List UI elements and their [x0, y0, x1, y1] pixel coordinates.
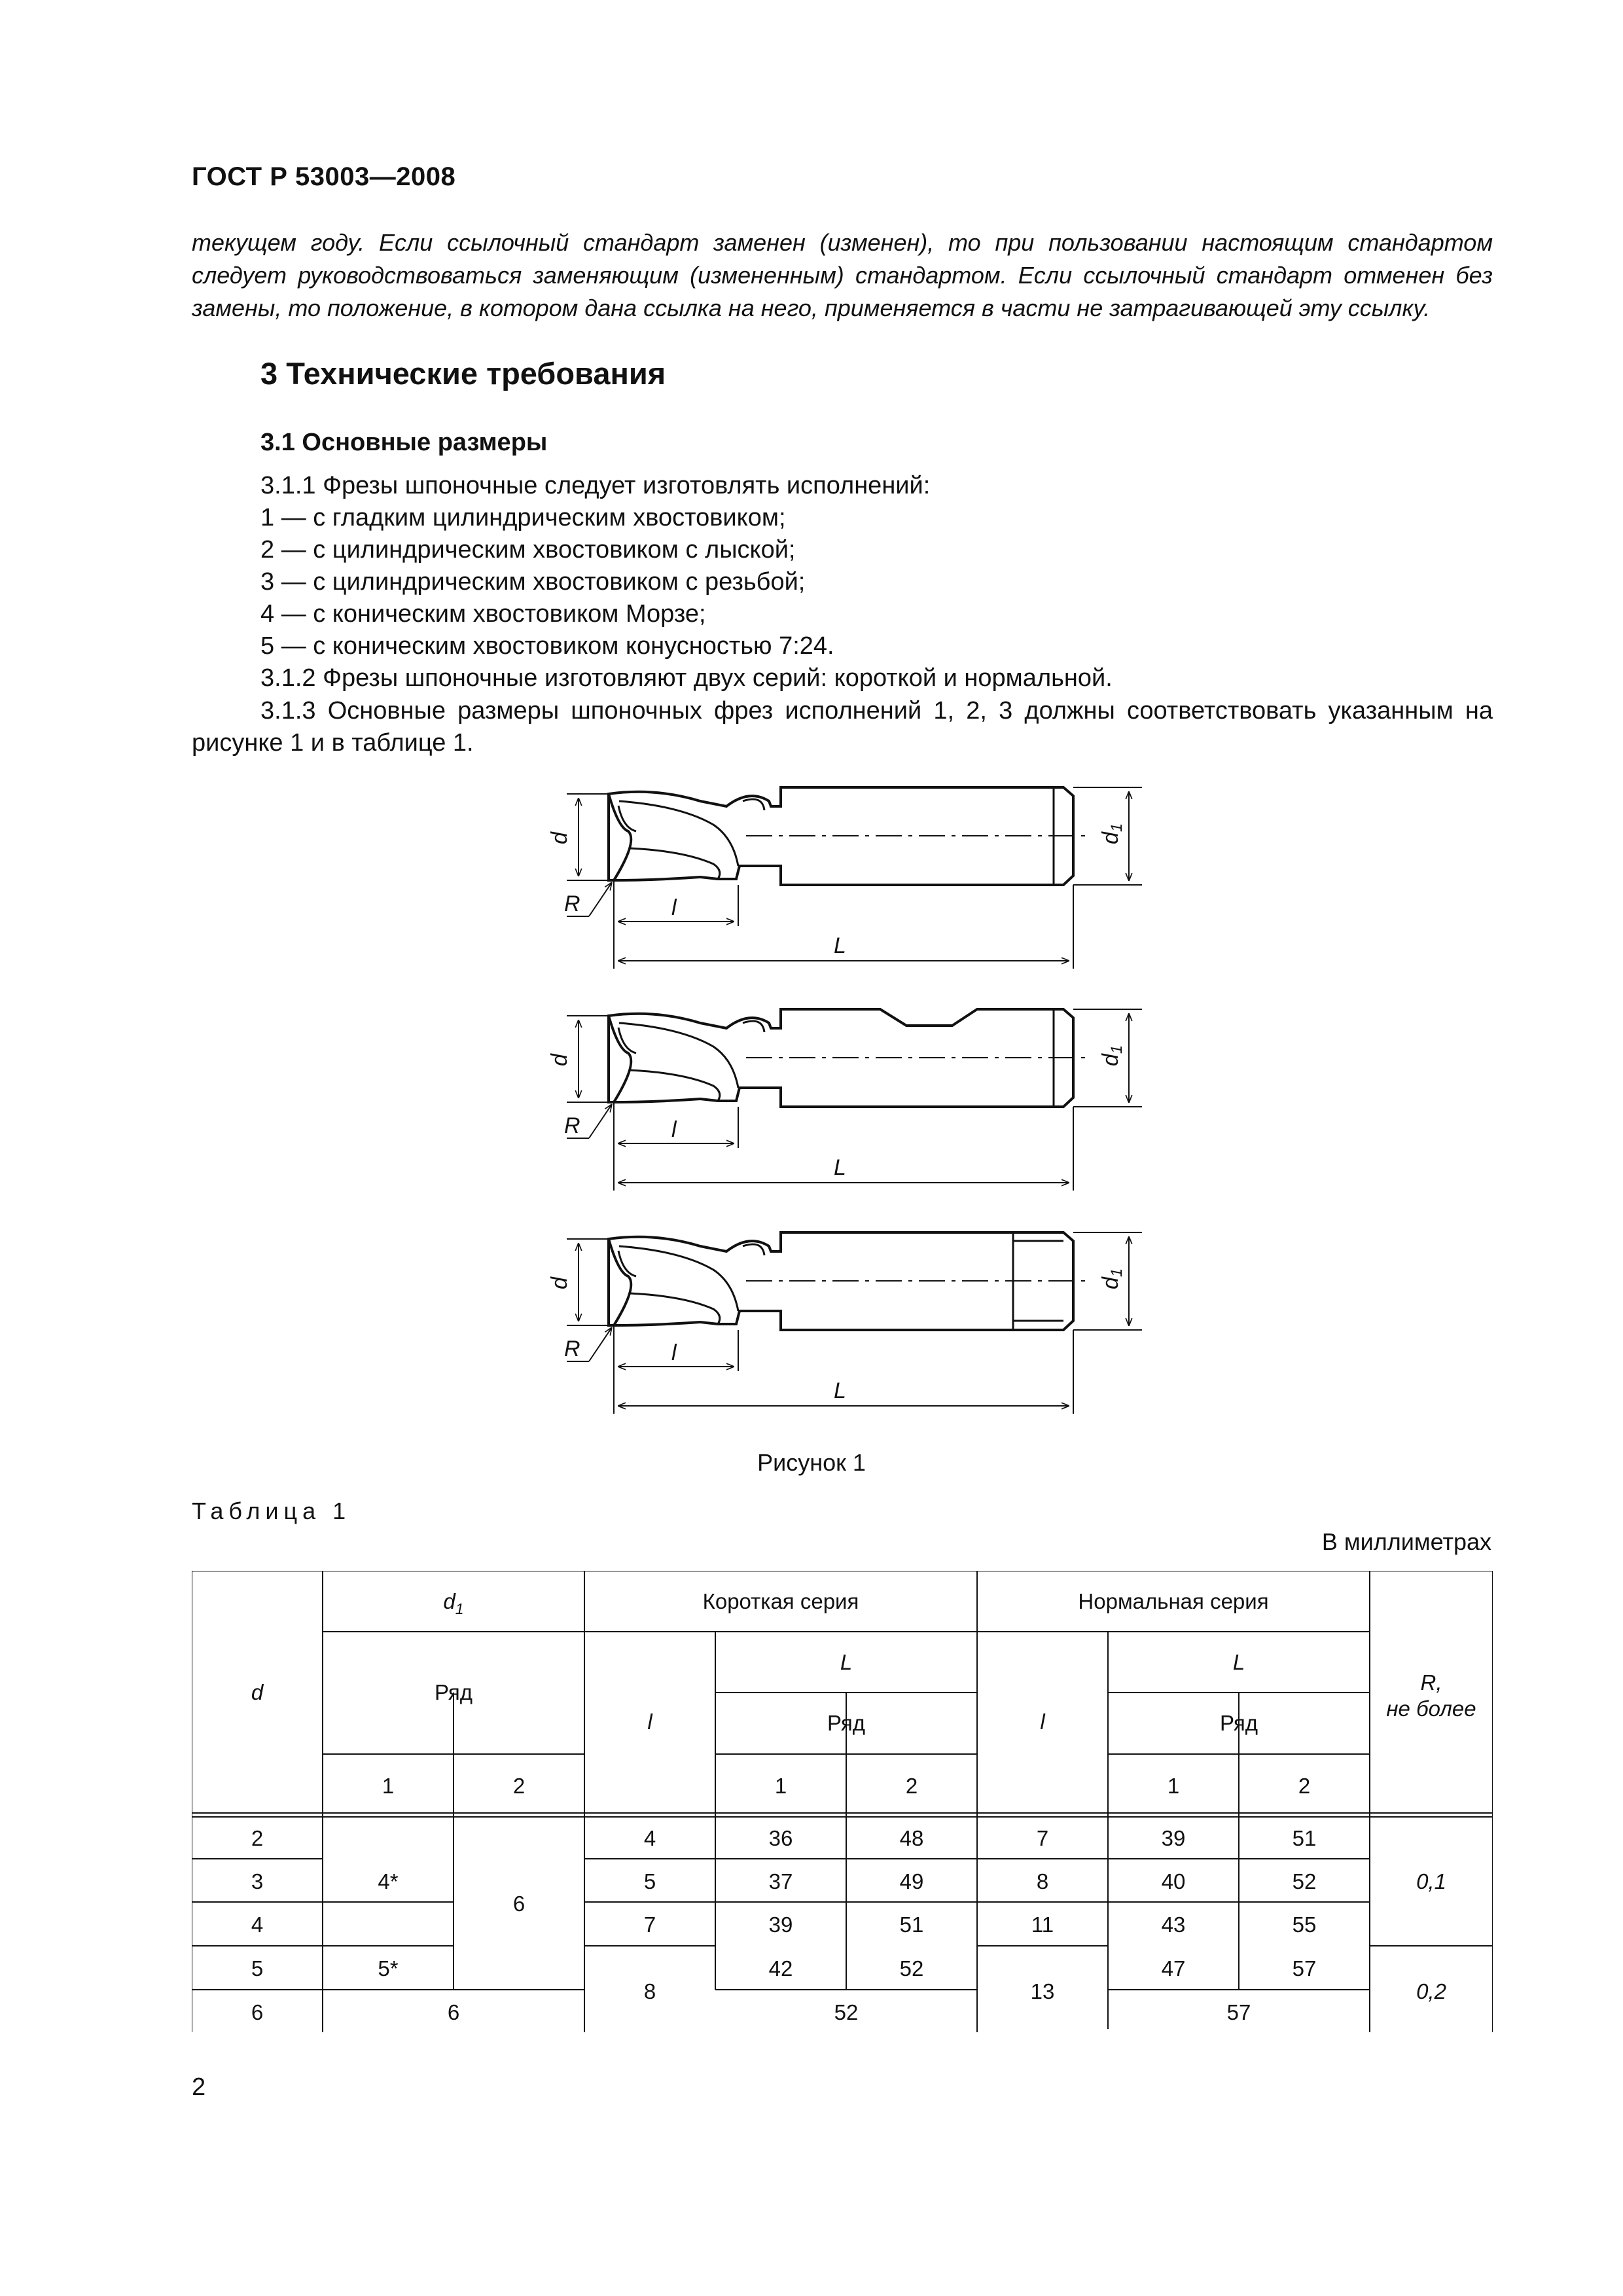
cell-short-L1-4: 42	[768, 1956, 793, 1981]
fig2-label-d: d	[547, 1054, 572, 1066]
list-item-4: 4 — с коническим хвостовиком Морзе;	[260, 600, 706, 628]
line-3-1-3: 3.1.3 Основные размеры шпоночных фрез исполнений 1, 2, 3 должны соответствовать указанным на рисунке 1 и в таблице 1.	[192, 697, 1493, 757]
table-label: Таблица 1	[192, 1498, 351, 1524]
cell-normal-L2-3: 55	[1292, 1912, 1317, 1937]
th-d1-row-1: 1	[382, 1774, 395, 1798]
cell-R-1: 0,1	[1416, 1869, 1446, 1893]
fig1-label-L: L	[834, 933, 846, 958]
cell-normal-L1-3: 43	[1161, 1912, 1186, 1937]
th-short-l: l	[647, 1710, 652, 1734]
th-normal-row-1: 1	[1167, 1774, 1180, 1798]
cell-short-l-2: 5	[643, 1869, 656, 1893]
cell-normal-l-1: 7	[1036, 1826, 1049, 1850]
line-3-1-2: 3.1.2 Фрезы шпоночные изготовляют двух серий: короткой и нормальной.	[260, 664, 1113, 692]
cell-normal-l-3: 11	[1031, 1912, 1054, 1937]
cell-d-4: 5	[251, 1956, 264, 1981]
cell-d1-row1-a: 4*	[378, 1869, 399, 1893]
list-item-3: 3 — с цилиндрическим хвостовиком с резьбой;	[260, 568, 806, 596]
cell-short-L2-4: 52	[899, 1956, 924, 1981]
document-code: ГОСТ Р 53003—2008	[192, 162, 456, 191]
fig3-label-d: d	[547, 1277, 572, 1289]
cell-d1-row2-a: 6	[512, 1892, 526, 1916]
th-normal-row-2: 2	[1298, 1774, 1311, 1798]
cell-d1-row1-b: 5*	[378, 1956, 399, 1981]
th-d1: $d_1$	[443, 1589, 464, 1617]
cell-normal-L1-1: 39	[1161, 1826, 1186, 1850]
fig3-label-L: L	[834, 1378, 846, 1403]
cell-short-l-4: 8	[643, 1979, 656, 2003]
drawing-variant-3	[567, 1232, 1142, 1414]
th-short-row-1: 1	[774, 1774, 787, 1798]
cell-short-L1-3: 39	[768, 1912, 793, 1937]
drawing-variant-1	[567, 787, 1142, 969]
cell-short-l-3: 7	[643, 1912, 656, 1937]
th-normal-series: Нормальная серия	[1078, 1589, 1269, 1613]
line-3-1-1: 3.1.1 Фрезы шпоночные следует изготовлять исполнений:	[260, 472, 931, 499]
cell-normal-l-2: 8	[1036, 1869, 1049, 1893]
cell-d-5: 6	[251, 2000, 264, 2024]
fig2-label-R: R	[564, 1113, 580, 1138]
th-short-row-2: 2	[905, 1774, 918, 1798]
table-1	[192, 1571, 1493, 2032]
table-units: В миллиметрах	[1321, 1528, 1491, 1555]
fig3-label-d1: d1	[1098, 1268, 1126, 1289]
drawing-variant-2	[567, 1009, 1142, 1191]
th-R: R,	[1420, 1670, 1442, 1695]
th-short-series: Короткая серия	[702, 1589, 859, 1613]
figure-caption: Рисунок 1	[757, 1449, 866, 1476]
cell-normal-L2-4: 57	[1292, 1956, 1317, 1981]
cell-short-L2-3: 51	[899, 1912, 924, 1937]
th-normal-L: L	[1232, 1650, 1245, 1674]
subsection-title: 3.1 Основные размеры	[260, 429, 548, 456]
cell-d-3: 4	[251, 1912, 264, 1937]
fig3-label-R: R	[564, 1336, 580, 1361]
th-normal-row: Ряд	[1219, 1711, 1258, 1735]
cell-d-2: 3	[251, 1869, 264, 1893]
fig1-label-d1: d1	[1098, 823, 1126, 844]
cell-short-L1-2: 37	[768, 1869, 793, 1893]
cell-short-L2-2: 49	[899, 1869, 924, 1893]
list-item-5: 5 — с коническим хвостовиком конусностью 7:24.	[260, 632, 834, 660]
cell-normal-L1-2: 40	[1161, 1869, 1186, 1893]
th-d1-row: Ряд	[434, 1680, 473, 1704]
cell-normal-L2-1: 51	[1292, 1826, 1317, 1850]
page-number: 2	[192, 2073, 206, 2101]
cell-short-L1-1: 36	[768, 1826, 793, 1850]
th-R-note: не более	[1386, 1696, 1476, 1721]
th-short-L: L	[840, 1650, 853, 1674]
cell-normal-L2-2: 52	[1292, 1869, 1317, 1893]
fig2-label-d1: d1	[1098, 1045, 1126, 1066]
cell-normal-L-merged: 57	[1226, 2000, 1251, 2024]
cell-short-l-1: 4	[643, 1826, 656, 1850]
th-d: d	[251, 1680, 264, 1704]
fig1-label-R: R	[564, 891, 580, 916]
fig1-label-d: d	[547, 832, 572, 844]
th-normal-l: l	[1040, 1710, 1045, 1734]
section-title: 3 Технические требования	[260, 356, 666, 391]
intro-paragraph: текущем году. Если ссылочный стандарт заменен (изменен), то при пользовании настоящим стандартом следует руководствоваться заменяющим (измененным) стандартом. Если ссылочный стандарт отменен без замены, то положение, в котором дана ссылка на него, применяется в части не затрагивающей эту ссылку.	[192, 229, 1493, 321]
cell-normal-l-4: 13	[1030, 1979, 1055, 2003]
fig1-label-l: l	[671, 895, 677, 920]
fig2-label-l: l	[671, 1117, 677, 1142]
th-d1-row-2: 2	[512, 1774, 526, 1798]
list-item-2: 2 — с цилиндрическим хвостовиком с лыской;	[260, 536, 796, 564]
cell-short-L-merged: 52	[834, 2000, 859, 2024]
cell-short-L2-1: 48	[899, 1826, 924, 1850]
cell-d1-merged: 6	[447, 2000, 460, 2024]
th-short-row: Ряд	[827, 1711, 866, 1735]
fig2-label-L: L	[834, 1155, 846, 1180]
fig3-label-l: l	[671, 1340, 677, 1365]
list-item-1: 1 — с гладким цилиндрическим хвостовиком;	[260, 504, 786, 531]
cell-R-2: 0,2	[1416, 1979, 1446, 2003]
cell-d-1: 2	[251, 1826, 264, 1850]
cell-normal-L1-4: 47	[1161, 1956, 1186, 1981]
